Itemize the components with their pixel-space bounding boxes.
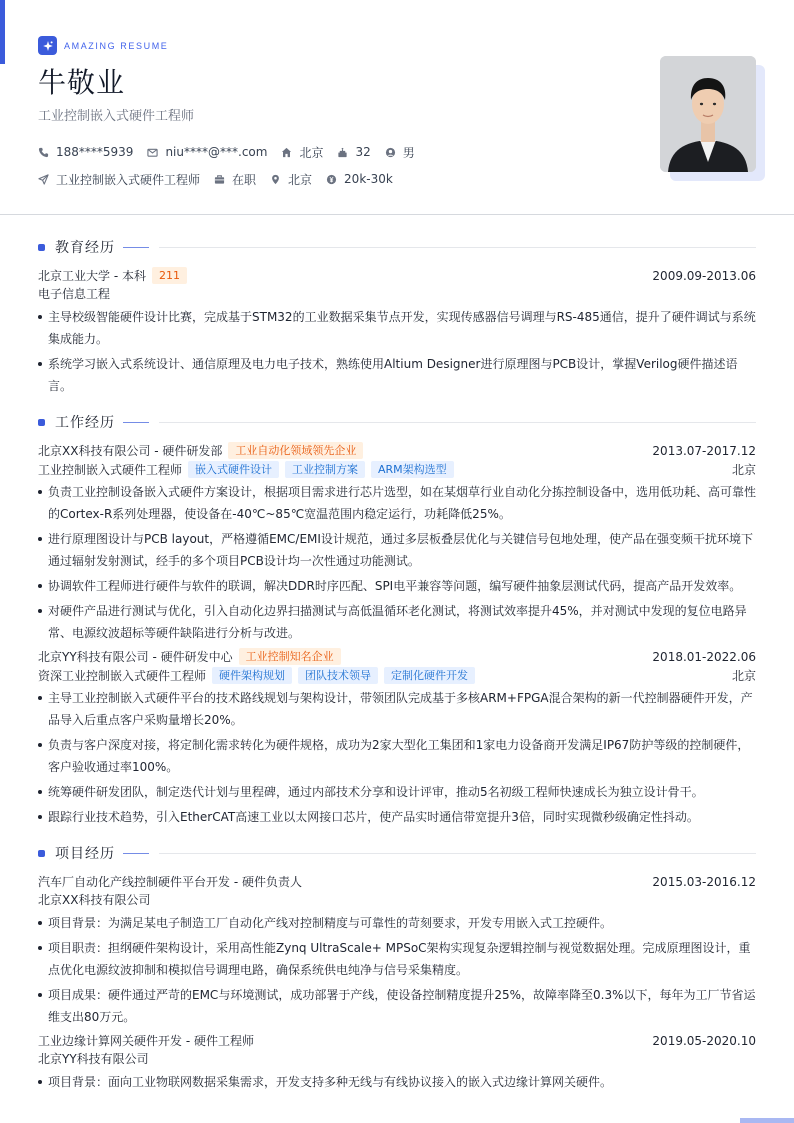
project-company: 北京XX科技有限公司 <box>38 893 151 907</box>
project-name: 工业边缘计算网关硬件开发 - 硬件工程师 <box>38 1034 254 1048</box>
work-date: 2013.07-2017.12 <box>652 443 756 458</box>
phone-value: 188****5939 <box>56 145 134 159</box>
work-bullets <box>38 481 756 644</box>
gender-value: 男 <box>402 145 415 160</box>
section-work-title: 工作经历 <box>38 411 756 433</box>
work-entry <box>38 441 756 644</box>
project-bullets <box>38 912 756 1028</box>
send-icon <box>38 174 49 185</box>
location-icon <box>270 174 281 185</box>
education-bullets <box>38 306 756 397</box>
section-education-title: 教育经历 <box>38 236 756 258</box>
education-school: 北京工业大学 - 本科 <box>38 269 146 283</box>
list-item: 项目职责：担纲硬件架构设计，采用高性能Zynq UltraScale+ MPSoC架构实现复杂逻辑控制与视觉数据处理。完成原理图设计，重点优化电源纹波抑制和模拟信号调理电路，确保系统供电纯净与信号采集精度。 <box>38 937 756 981</box>
role-tag: 硬件架构规划 <box>212 667 292 684</box>
project-bullets <box>38 1071 756 1093</box>
company-tag: 工业控制知名企业 <box>239 648 341 665</box>
work-entry <box>38 647 756 828</box>
work-city: 北京 <box>731 463 756 477</box>
avatar-photo <box>660 56 756 172</box>
candidate-title: 工业控制嵌入式硬件工程师 <box>38 109 195 124</box>
education-date: 2009.09-2013.06 <box>652 268 756 283</box>
role-tag: 工业控制方案 <box>285 461 365 478</box>
list-item: 协调软件工程师进行硬件与软件的联调，解决DDR时序匹配、SPI电平兼容等问题，编写硬件抽象层测试代码，提高产品开发效率。 <box>38 575 756 597</box>
list-item: 项目背景：面向工业物联网数据采集需求，开发支持多种无线与有线协议接入的嵌入式边缘计算网关硬件。 <box>38 1071 756 1093</box>
target-position-info <box>38 171 200 188</box>
target-city-info <box>270 171 312 188</box>
hometown-value: 北京 <box>299 145 324 160</box>
coin-icon <box>326 174 337 185</box>
accent-bar <box>0 0 5 64</box>
phone-info <box>38 145 133 159</box>
list-item: 统筹硬件研发团队，制定迭代计划与里程碑，通过内部技术分享和设计评审，推动5名初级工程师快速成长为独立设计骨干。 <box>38 781 756 803</box>
contact-row <box>38 142 756 162</box>
phone-icon <box>38 147 49 158</box>
list-item: 项目背景：为满足某电子制造工厂自动化产线对控制精度与可靠性的苛刻要求，开发专用嵌入式工控硬件。 <box>38 912 756 934</box>
work-city: 北京 <box>731 669 756 683</box>
work-company: 北京XX科技有限公司 - 硬件研发部 <box>38 444 223 458</box>
role-tag: ARM架构选型 <box>371 461 454 478</box>
list-item: 系统学习嵌入式系统设计、通信原理及电力电子技术，熟练使用Altium Designer进行原理图与PCB设计，掌握Verilog硬件描述语言。 <box>38 353 756 397</box>
resume-body <box>38 236 756 1096</box>
resume-header <box>38 36 756 196</box>
list-item: 项目成果：硬件通过严苛的EMC与环境测试，成功部署于产线，使设备控制精度提升25%，故障率降至0.3%以下，每年为工厂节省运维支出80万元。 <box>38 984 756 1028</box>
target-city-value: 北京 <box>288 172 313 187</box>
project-name: 汽车厂自动化产线控制硬件平台开发 - 硬件负责人 <box>38 875 302 889</box>
education-tag: 211 <box>152 267 187 284</box>
avatar <box>660 56 764 180</box>
list-item: 负责工业控制设备嵌入式硬件方案设计，根据项目需求进行芯片选型，如在某烟草行业自动化分拣控制设备中，选用低功耗、高可靠性的Cortex-R系列处理器，使设备在-40℃~85℃宽温范围内稳定运行，功耗降低25%。 <box>38 481 756 525</box>
status-info <box>214 171 256 188</box>
briefcase-icon <box>214 174 225 185</box>
list-item: 主导校级智能硬件设计比赛，完成基于STM32的工业数据采集节点开发，实现传感器信号调理与RS-485通信，提升了硬件调试与系统集成能力。 <box>38 306 756 350</box>
project-date: 2019.05-2020.10 <box>652 1033 756 1048</box>
role-tag: 嵌入式硬件设计 <box>188 461 279 478</box>
status-value: 在职 <box>232 172 257 187</box>
list-item: 对硬件产品进行测试与优化，引入自动化边界扫描测试与高低温循环老化测试，将测试效率提升45%，并对测试中发现的复位电路异常、电源纹波超标等硬件缺陷进行分析与改进。 <box>38 600 756 644</box>
project-company: 北京YY科技有限公司 <box>38 1052 149 1066</box>
project-entry <box>38 1031 756 1093</box>
list-item: 负责与客户深度对接，将定制化需求转化为硬件规格，成功为2家大型化工集团和1家电力设备商开发满足IP67防护等级的控制硬件，客户验收通过率100%。 <box>38 734 756 778</box>
project-date: 2015.03-2016.12 <box>652 874 756 889</box>
work-role: 资深工业控制嵌入式硬件工程师 <box>38 669 207 683</box>
email-info <box>147 145 267 159</box>
candidate-name: 牛敬业 <box>38 66 126 99</box>
list-item: 进行原理图设计与PCB layout，严格遵循EMC/EMI设计规范，通过多层板叠层优化与关键信号包地处理，使产品在强变频干扰环境下通过辐射发射测试，经手的多个项目PCB设计均一次性通过功能测试。 <box>38 528 756 572</box>
gender-info <box>385 144 415 161</box>
list-item: 跟踪行业技术趋势，引入EtherCAT高速工业以太网接口芯片，使产品实时通信带宽提升3倍，同时实现微秒级确定性抖动。 <box>38 806 756 828</box>
email-value: niu****@***.com <box>165 145 268 159</box>
work-date: 2018.01-2022.06 <box>652 649 756 664</box>
target-position-value: 工业控制嵌入式硬件工程师 <box>56 172 201 187</box>
corner-bar <box>740 1118 794 1123</box>
role-tag: 团队技术领导 <box>298 667 378 684</box>
gender-icon <box>385 147 396 158</box>
project-entry <box>38 872 756 1028</box>
mail-icon <box>147 147 158 158</box>
list-item: 主导工业控制嵌入式硬件平台的技术路线规划与架构设计，带领团队完成基于多核ARM+FPGA混合架构的新一代控制器硬件开发，产品导入后重点客户采购量增长20%。 <box>38 687 756 731</box>
intent-row <box>38 169 756 189</box>
home-icon <box>281 147 292 158</box>
education-major: 电子信息工程 <box>38 287 111 301</box>
work-bullets <box>38 687 756 828</box>
work-role: 工业控制嵌入式硬件工程师 <box>38 463 183 477</box>
header-divider <box>0 214 794 215</box>
company-tag: 工业自动化领域领先企业 <box>228 442 363 459</box>
brand-text: AMAZING RESUME <box>64 40 169 51</box>
role-tag: 定制化硬件开发 <box>384 667 475 684</box>
cake-icon <box>337 147 348 158</box>
salary-value: 20k-30k <box>344 172 393 186</box>
section-projects-title: 项目经历 <box>38 842 756 864</box>
salary-info <box>326 172 393 186</box>
brand <box>38 36 756 55</box>
education-entry <box>38 266 756 397</box>
age-value: 32 <box>355 145 371 159</box>
work-company: 北京YY科技有限公司 - 硬件研发中心 <box>38 650 233 664</box>
age-info <box>337 145 370 159</box>
sparkle-icon <box>38 36 57 55</box>
hometown-info <box>281 144 323 161</box>
